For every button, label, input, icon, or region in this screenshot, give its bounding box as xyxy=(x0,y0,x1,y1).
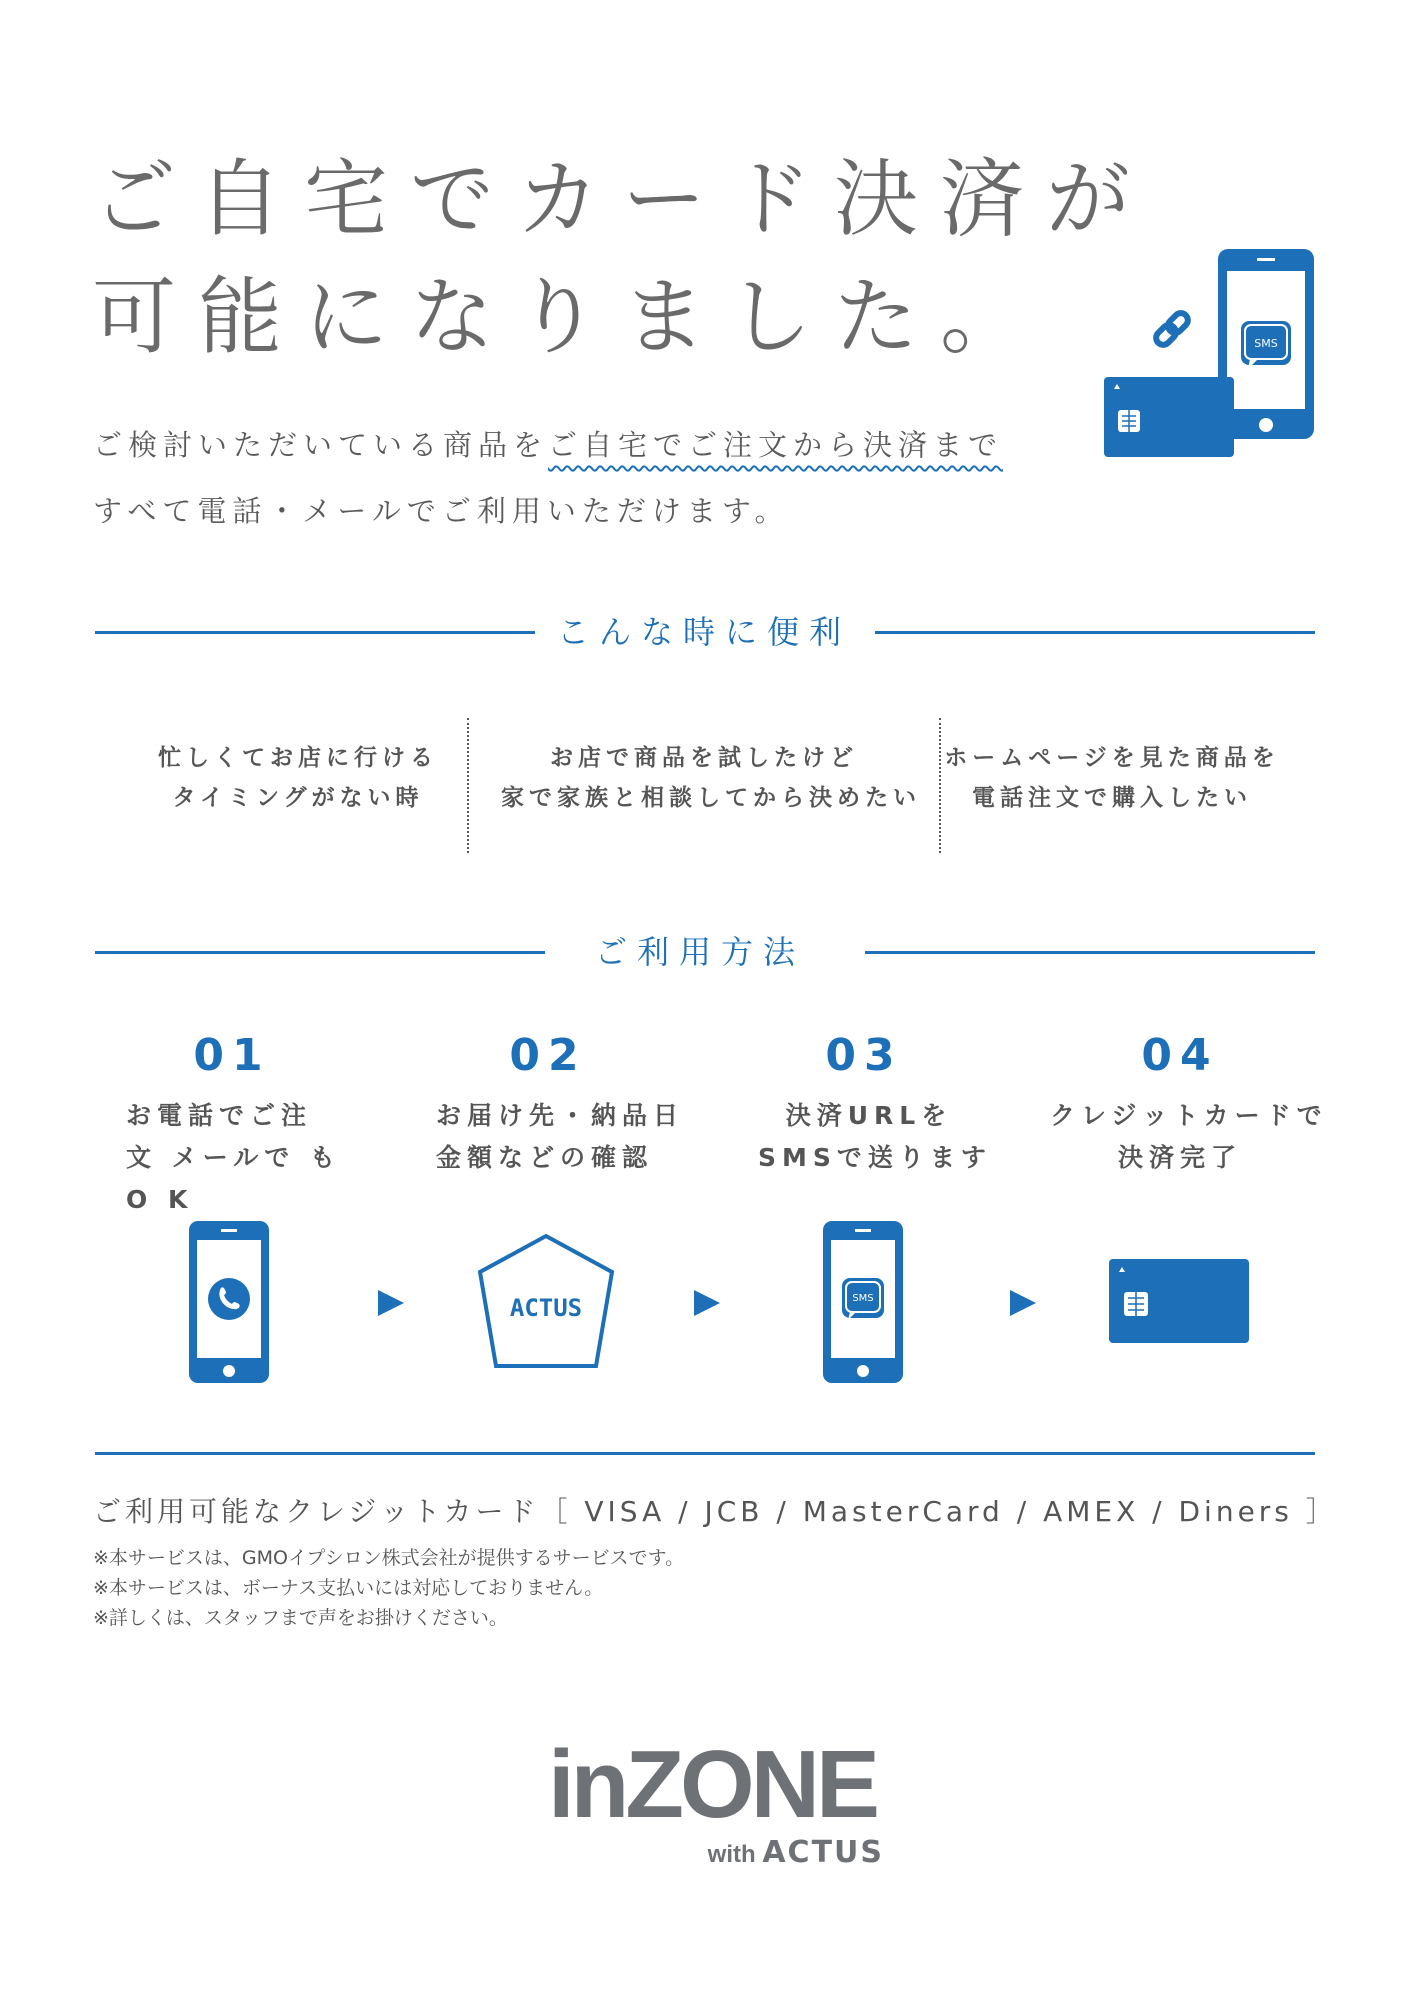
step-line: 文 メールで も xyxy=(126,1143,341,1172)
benefit-line: 家で家族と相談してから決めたい xyxy=(501,785,921,811)
notes xyxy=(93,1543,684,1633)
dotted-divider xyxy=(467,718,469,853)
logo-with: with xyxy=(707,1841,756,1868)
svg-text:SMS: SMS xyxy=(1254,337,1278,350)
note-line: ※本サービスは、ボーナス支払いには対応しておりません。 xyxy=(93,1577,604,1599)
svg-text:ACTUS: ACTUS xyxy=(509,1294,583,1322)
step-text xyxy=(126,1095,341,1221)
step-number: 01 xyxy=(193,1030,271,1081)
note-line: ※詳しくは、スタッフまで声をお掛けください。 xyxy=(93,1607,508,1629)
actus-house-icon xyxy=(476,1232,616,1370)
title-line-2: 可能になりました。 xyxy=(92,268,1047,366)
section-benefits-title: こんな時に便利 xyxy=(557,613,852,651)
step-line: 決済URLを xyxy=(785,1101,953,1130)
benefit-item xyxy=(95,718,501,853)
step-line: SMSで送ります xyxy=(758,1143,992,1172)
divider-left xyxy=(95,631,535,634)
intro-highlight: ご自宅でご注文から決済まで xyxy=(548,428,1004,462)
benefit-item xyxy=(909,718,1315,853)
step-number: 04 xyxy=(1141,1030,1219,1081)
link-icon xyxy=(1153,310,1190,347)
intro-text xyxy=(93,412,1003,544)
hero-illustration xyxy=(1100,245,1320,475)
logo-main: inZONE xyxy=(548,1731,876,1838)
intro-line-1 xyxy=(93,412,1003,478)
section-benefits-header xyxy=(95,612,1315,652)
credit-card-icon xyxy=(1104,377,1234,457)
benefit-line: ホームページを見た商品を xyxy=(944,745,1280,771)
benefit-item xyxy=(501,718,921,853)
intro-part: ご検討いただいている商品を xyxy=(93,428,549,462)
phone-call-icon xyxy=(188,1220,270,1384)
step-number: 02 xyxy=(509,1030,587,1081)
step-line: お届け先・納品日 xyxy=(436,1101,685,1130)
intro-line-2: すべて電話・メールでご利用いただけます。 xyxy=(93,494,790,528)
step-line: 金額などの確認 xyxy=(436,1143,654,1172)
logo-sub xyxy=(708,1835,884,1870)
credit-card-icon xyxy=(1108,1258,1250,1344)
page-title xyxy=(92,140,1152,376)
benefit-line: タイミングがない時 xyxy=(172,785,424,811)
divider-right xyxy=(875,631,1315,634)
benefit-line: 電話注文で購入したい xyxy=(972,785,1252,811)
arrow-right-icon xyxy=(378,1290,404,1316)
svg-text:SMS: SMS xyxy=(852,1293,874,1304)
step-text xyxy=(1050,1095,1328,1179)
step-text xyxy=(436,1095,684,1179)
benefits-list xyxy=(95,718,1315,853)
title-line-1: ご自宅でカード決済が xyxy=(92,150,1153,248)
section-usage-header xyxy=(95,932,1315,972)
footer-divider xyxy=(95,1452,1315,1455)
step-number: 03 xyxy=(825,1030,903,1081)
step-line: お電話でご注 xyxy=(126,1101,313,1130)
step-line: クレジットカードで xyxy=(1050,1101,1328,1130)
divider-left xyxy=(95,951,545,954)
available-cards: ご利用可能なクレジットカード［ VISA / JCB / MasterCard / AMEX / Diners ］ xyxy=(93,1495,1338,1528)
inzone-logo xyxy=(548,1731,888,1875)
arrow-right-icon xyxy=(1010,1290,1036,1316)
smartphone-sms-icon xyxy=(822,1220,904,1384)
section-usage-title: ご利用方法 xyxy=(595,933,806,971)
arrow-right-icon xyxy=(694,1290,720,1316)
note-line: ※本サービスは、GMOイプシロン株式会社が提供するサービスです。 xyxy=(93,1547,685,1569)
benefit-line: お店で商品を試したけど xyxy=(550,745,858,771)
logo-brand: ACTUS xyxy=(762,1835,884,1870)
benefit-line: 忙しくてお店に行ける xyxy=(158,745,438,771)
step-line: O K xyxy=(126,1185,194,1214)
step-line: 決済完了 xyxy=(1117,1143,1242,1172)
divider-right xyxy=(865,951,1315,954)
step-text xyxy=(758,1095,992,1179)
